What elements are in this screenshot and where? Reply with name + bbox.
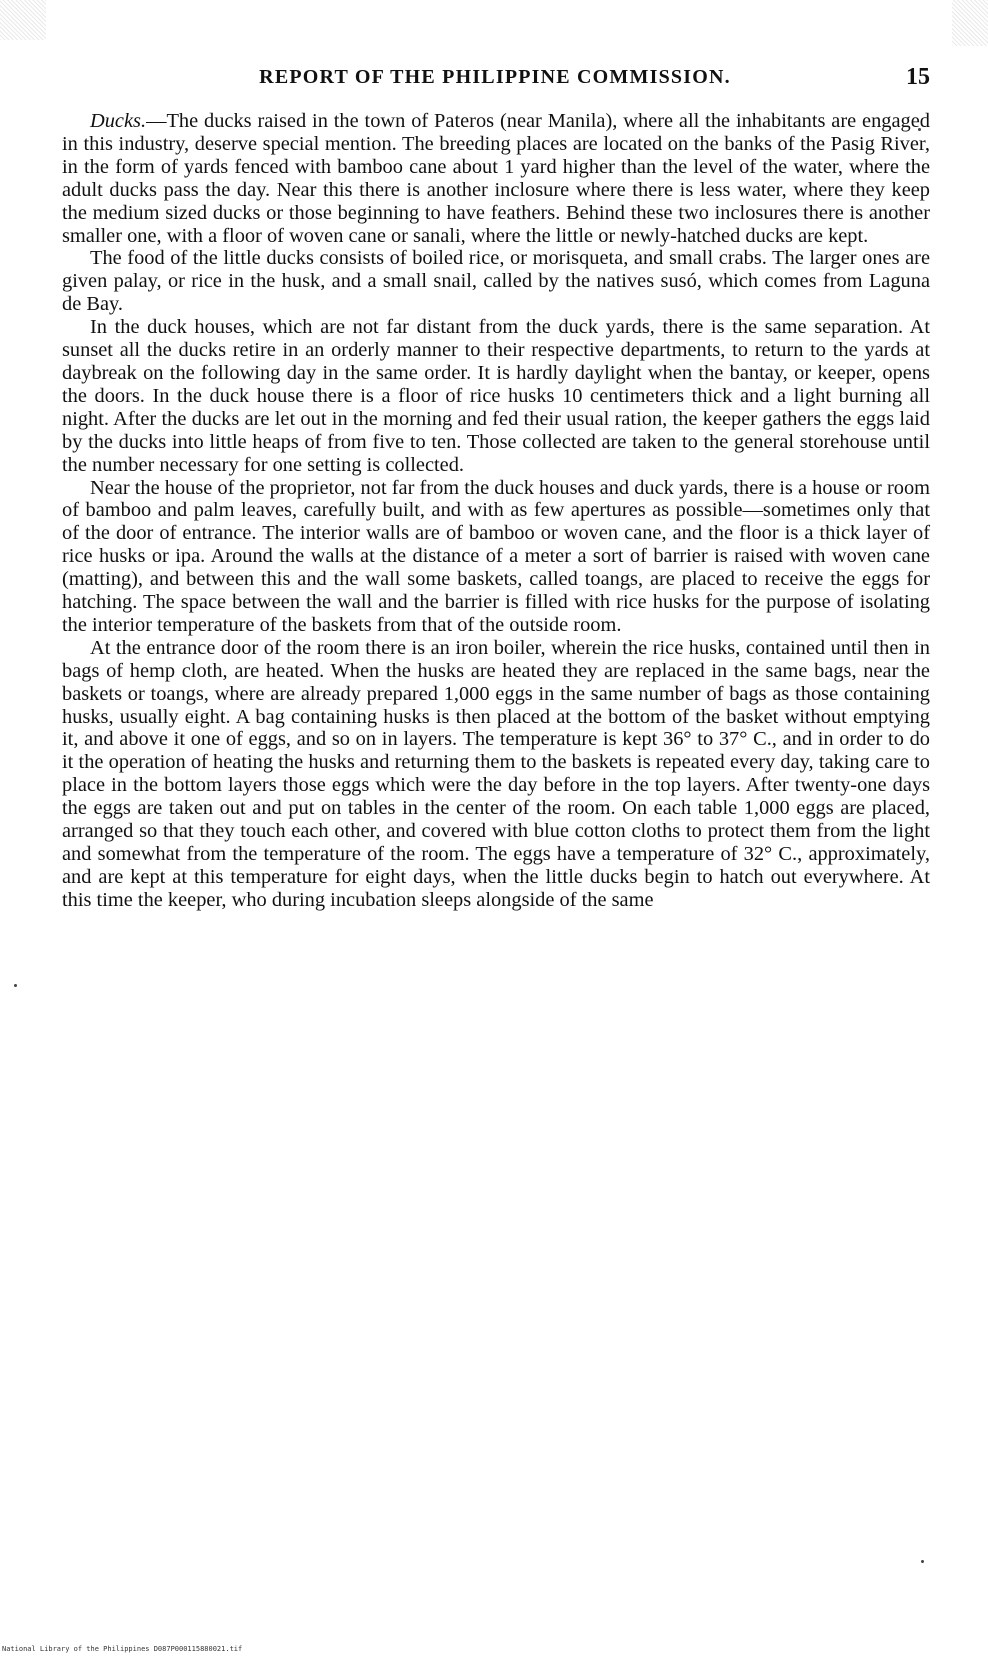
paragraph-food <box>62 247 930 316</box>
scan-artifact <box>0 0 46 40</box>
running-head: REPORT OF THE PHILIPPINE COMMISSION. <box>259 66 731 88</box>
paragraph-hatching-room <box>62 477 930 637</box>
scan-artifact <box>952 0 988 46</box>
paragraph-text: In the duck houses, which are not far distant from the duck yards, there is the same separation. At sunset all the ducks retire in an orderly manner to their respective departments, to return to the yards at daybreak on the following day in the same order. It is hardly daylight when the bantay, or keeper, opens the doors. In the duck house there is a floor of rice husks 10 centimeters thick and a light burning all night. After the ducks are let out in the morning and fed their usual ration, the keeper gathers the eggs laid by the ducks into little heaps of from five to ten. Those collected are taken to the general storehouse until the number necessary for one setting is collected. <box>62 316 930 476</box>
paragraph-duck-houses <box>62 316 930 476</box>
scan-speck <box>921 1560 924 1563</box>
paragraph-text: The food of the little ducks consists of boiled rice, or morisqueta, and small crabs. The larger ones are given palay, or rice in the husk, and a small snail, called by the natives susó, which comes from Laguna de Bay. <box>62 247 930 316</box>
scan-speck <box>14 984 17 987</box>
body-text <box>62 110 930 912</box>
paragraph-text: —The ducks raised in the town of Pateros (near Manila), where all the inhabitants are engaged in this industry, deserve special mention. The breeding places are located on the banks of the Pasig River, in the form of yards fenced with bamboo cane about 1 yard higher than the level of the water, where the adult ducks pass the day. Near this there is another inclosure where there is less water, where they keep the medium sized ducks or those beginning to have feathers. Behind these two inclosures there is another smaller one, with a floor of woven cane or sanali, where the little or newly-hatched ducks are kept. <box>62 110 930 247</box>
paragraph-ducks <box>62 110 930 247</box>
scan-reference: National Library of the Philippines D087P000115880021.tif <box>2 1645 243 1653</box>
page-number: 15 <box>906 64 930 90</box>
paragraph-incubation <box>62 637 930 912</box>
page-header <box>60 66 930 96</box>
run-in-heading: Ducks. <box>90 110 147 132</box>
paragraph-text: Near the house of the proprietor, not far from the duck houses and duck yards, there is a house or room of bamboo and palm leaves, carefully built, and with as few apertures as possible—sometimes only that of the door of entrance. The interior walls are of bamboo or woven cane, and the floor is a thick layer of rice husks or ipa. Around the walls at the distance of a meter a sort of barrier is raised with woven cane (matting), and between this and the wall some baskets, called toangs, are placed to receive the eggs for hatching. The space between the wall and the barrier is filled with rice husks for the purpose of isolating the interior temperature of the baskets from that of the outside room. <box>62 476 930 636</box>
paragraph-text: At the entrance door of the room there is an iron boiler, wherein the rice husks, contained until then in bags of hemp cloth, are heated. When the husks are heated they are replaced in the same bags, near the baskets or toangs, where are already prepared 1,000 eggs in the same number of bags as those containing husks, usually eight. A bag containing husks is then placed at the bottom of the basket without emptying it, and above it one of eggs, and so on in layers. The temperature is kept 36° to 37° C., and in order to do it the operation of heating the husks and returning them to the baskets is repeated every day, taking care to place in the bottom layers those eggs which were the day before in the top layers. After twenty-one days the eggs are taken out and put on tables in the center of the room. On each table 1,000 eggs are placed, arranged so that they touch each other, and covered with blue cotton cloths to protect them from the light and somewhat from the temperature of the room. The eggs have a temperature of 32° C., approximately, and are kept at this temperature for eight days, when the little ducks begin to hatch out everywhere. At this time the keeper, who during incubation sleeps alongside of the same <box>62 636 930 911</box>
